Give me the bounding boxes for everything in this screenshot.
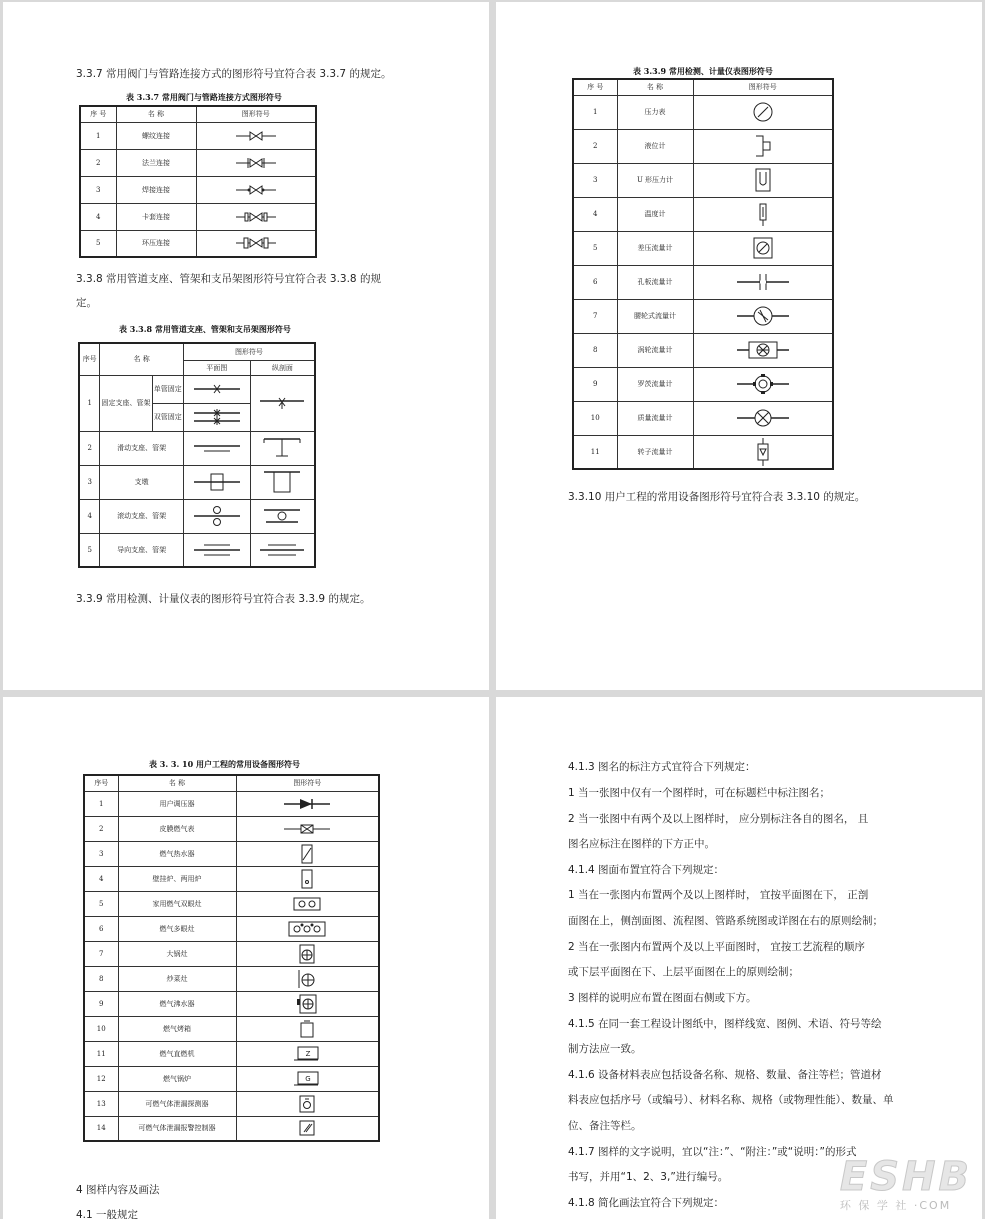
table-row bbox=[84, 1066, 379, 1091]
level-gauge-icon bbox=[748, 133, 778, 159]
valve-flange-icon bbox=[234, 157, 278, 169]
row-no: 6 bbox=[573, 265, 617, 299]
table-row bbox=[573, 333, 833, 367]
svg-text:G: G bbox=[305, 1074, 311, 1083]
row-no: 5 bbox=[79, 533, 100, 567]
table-row bbox=[84, 816, 379, 841]
row-name: 燃气沸水器 bbox=[118, 991, 236, 1016]
row-no: 4 bbox=[80, 203, 116, 230]
header-symbol: 图形符号 bbox=[196, 106, 316, 122]
table-row bbox=[84, 1116, 379, 1141]
pressure-gauge-icon bbox=[748, 100, 778, 124]
row-no: 10 bbox=[84, 1016, 118, 1041]
row-no: 1 bbox=[573, 95, 617, 129]
table-row bbox=[84, 991, 379, 1016]
wall-boiler-icon bbox=[297, 869, 317, 889]
row-no: 9 bbox=[573, 367, 617, 401]
row-no: 5 bbox=[573, 231, 617, 265]
table-row bbox=[79, 375, 315, 403]
valve-ferrule-icon bbox=[234, 211, 278, 223]
table-row bbox=[84, 916, 379, 941]
table-3-3-9 bbox=[572, 78, 834, 470]
text-line: 4.1.3 图名的标注方式宜符合下列规定： bbox=[568, 761, 756, 773]
table-3-3-10 bbox=[83, 774, 380, 1142]
table-row bbox=[573, 265, 833, 299]
header-no: 序号 bbox=[79, 343, 100, 375]
water-heater-icon bbox=[297, 844, 317, 864]
row-name: 法兰连接 bbox=[116, 149, 196, 176]
svg-text:Z: Z bbox=[305, 1049, 311, 1058]
site-watermark bbox=[839, 1154, 972, 1213]
row-no: 5 bbox=[84, 891, 118, 916]
header-symbol: 图形符号 bbox=[693, 79, 833, 95]
double-pipe-fixed-icon bbox=[192, 408, 242, 426]
guide-support-plan-icon bbox=[192, 542, 242, 558]
text-line: 4.1.4 图面布置宜符合下列规定： bbox=[568, 864, 725, 876]
header-name: 名 称 bbox=[100, 343, 184, 375]
text-line: 4.1.8 简化画法宜符合下列规定： bbox=[568, 1197, 725, 1209]
row-no: 3 bbox=[79, 465, 100, 499]
row-name: 用户调压器 bbox=[118, 791, 236, 816]
text-line: 面图在上，侧剖面图、流程图、管路系统图或详图在右的原则绘制； bbox=[568, 915, 883, 927]
row-name: 导向支座、管架 bbox=[100, 533, 184, 567]
text-line: 制方法应一致。 bbox=[568, 1043, 642, 1055]
text-line: 2 当一张图中有两个及以上图样时， 应分别标注各自的图名， 且 bbox=[568, 813, 869, 825]
clause-3-3-9: 3.3.9 常用检测、计量仪表的图形符号宜符合表 3.3.9 的规定。 bbox=[76, 593, 371, 605]
direct-fired-chiller-icon bbox=[292, 1045, 322, 1063]
row-no: 12 bbox=[84, 1066, 118, 1091]
row-name: 滚动支座、管架 bbox=[100, 499, 184, 533]
row-name: 环压连接 bbox=[116, 230, 196, 257]
valve-welded-icon bbox=[234, 184, 278, 196]
row-name: 涡轮流量计 bbox=[617, 333, 693, 367]
table-row bbox=[80, 122, 316, 149]
row-name: 燃气直燃机 bbox=[118, 1041, 236, 1066]
row-no: 7 bbox=[84, 941, 118, 966]
row-no: 3 bbox=[80, 176, 116, 203]
row-no: 1 bbox=[80, 122, 116, 149]
table-row bbox=[84, 791, 379, 816]
text-line: 4.1.7 图样的文字说明，宜以“注：”、“附注：”或“说明：”的形式 bbox=[568, 1146, 857, 1158]
gas-boiler-icon bbox=[292, 1070, 322, 1088]
fixed-support-section-icon bbox=[258, 393, 306, 413]
row-no: 4 bbox=[84, 866, 118, 891]
row-name: 支墩 bbox=[100, 465, 184, 499]
table-3-3-7 bbox=[79, 105, 317, 258]
table-row bbox=[573, 401, 833, 435]
text-line: 3 图样的说明应布置在图面右侧或下方。 bbox=[568, 992, 757, 1004]
row-name: 罗茨流量计 bbox=[617, 367, 693, 401]
rolling-support-plan-icon bbox=[192, 504, 242, 528]
row-no: 8 bbox=[84, 966, 118, 991]
table-row bbox=[573, 197, 833, 231]
row-no: 11 bbox=[84, 1041, 118, 1066]
rotameter-icon bbox=[748, 437, 778, 467]
row-no: 6 bbox=[84, 916, 118, 941]
table-row bbox=[573, 231, 833, 265]
clause-3-3-8-cont: 定。 bbox=[76, 297, 97, 309]
row-no: 3 bbox=[84, 841, 118, 866]
document-page-1 bbox=[3, 2, 489, 690]
u-manometer-icon bbox=[748, 167, 778, 193]
row-name: 焊接连接 bbox=[116, 176, 196, 203]
row-name: 液位计 bbox=[617, 129, 693, 163]
row-no: 1 bbox=[79, 375, 100, 431]
row-name: U 形压力计 bbox=[617, 163, 693, 197]
wok-stove-icon bbox=[296, 968, 318, 990]
row-no: 9 bbox=[84, 991, 118, 1016]
table-3-3-8-caption: 表 3.3.8 常用管道支座、管架和支吊架图形符号 bbox=[119, 324, 291, 334]
mass-flowmeter-icon bbox=[735, 406, 791, 430]
valve-ring-press-icon bbox=[234, 237, 278, 249]
gas-alarm-controller-icon bbox=[297, 1118, 317, 1138]
diaphragm-meter-icon bbox=[282, 822, 332, 836]
row-name: 滑动支座、管架 bbox=[100, 431, 184, 465]
text-line: 1 当一张图中仅有一个图样时，可在标题栏中标注图名； bbox=[568, 787, 831, 799]
table-row bbox=[84, 941, 379, 966]
header-name: 名 称 bbox=[118, 775, 236, 791]
row-name: 孔板流量计 bbox=[617, 265, 693, 299]
gas-oven-icon bbox=[297, 1019, 317, 1039]
row-subname: 双管固定 bbox=[152, 403, 183, 431]
row-name: 燃气热水器 bbox=[118, 841, 236, 866]
pier-plan-icon bbox=[192, 472, 242, 492]
orifice-flowmeter-icon bbox=[735, 271, 791, 293]
multi-burner-icon bbox=[287, 920, 327, 938]
row-name: 皮膜燃气表 bbox=[118, 816, 236, 841]
table-3-3-7-caption: 表 3.3.7 常用阀门与管路连接方式图形符号 bbox=[126, 92, 282, 102]
table-row bbox=[84, 841, 379, 866]
row-name: 转子流量计 bbox=[617, 435, 693, 469]
row-name: 压力表 bbox=[617, 95, 693, 129]
text-line: 料表应包括序号（或编号）、材料名称、规格（或物理性能）、数量、单 bbox=[568, 1094, 894, 1106]
text-line: 书写，并用“1、2、3,”进行编号。 bbox=[568, 1171, 729, 1183]
header-plan: 平面图 bbox=[183, 360, 250, 375]
row-no: 2 bbox=[573, 129, 617, 163]
rolling-support-section-icon bbox=[258, 507, 306, 525]
row-name: 炒菜灶 bbox=[118, 966, 236, 991]
text-line: 或下层平面图在下、上层平面图在上的原则绘制； bbox=[568, 966, 799, 978]
header-section: 纵剖面 bbox=[250, 360, 315, 375]
row-name: 燃气锅炉 bbox=[118, 1066, 236, 1091]
row-name: 可燃气体泄漏探测器 bbox=[118, 1091, 236, 1116]
row-no: 13 bbox=[84, 1091, 118, 1116]
row-no: 14 bbox=[84, 1116, 118, 1141]
header-symbol: 图形符号 bbox=[236, 775, 379, 791]
row-no: 4 bbox=[573, 197, 617, 231]
header-name: 名 称 bbox=[116, 106, 196, 122]
text-line: 图名应标注在图样的下方正中。 bbox=[568, 838, 715, 850]
rotary-flowmeter-icon bbox=[735, 372, 791, 396]
header-symbol: 图形符号 bbox=[183, 343, 315, 360]
watermark-logo: ESHB bbox=[839, 1154, 972, 1200]
table-row bbox=[84, 866, 379, 891]
row-no: 3 bbox=[573, 163, 617, 197]
row-no: 11 bbox=[573, 435, 617, 469]
table-3-3-9-caption: 表 3.3.9 常用检测、计量仪表图形符号 bbox=[633, 66, 773, 76]
text-line: 2 当在一张图内布置两个及以上平面图时， 宜按工艺流程的顺序 bbox=[568, 941, 865, 953]
table-row bbox=[79, 465, 315, 499]
row-no: 2 bbox=[80, 149, 116, 176]
row-name: 燃气烤箱 bbox=[118, 1016, 236, 1041]
pier-section-icon bbox=[258, 469, 306, 495]
row-name: 卡套连接 bbox=[116, 203, 196, 230]
table-row bbox=[80, 149, 316, 176]
row-no: 7 bbox=[573, 299, 617, 333]
table-row bbox=[80, 230, 316, 257]
table-3-3-10-caption: 表 3. 3. 10 用户工程的常用设备图形符号 bbox=[149, 759, 300, 769]
document-page-3 bbox=[3, 697, 489, 1219]
table-row bbox=[573, 299, 833, 333]
table-row bbox=[84, 1091, 379, 1116]
table-row bbox=[84, 1041, 379, 1066]
clause-3-3-7: 3.3.7 常用阀门与管路连接方式的图形符号宜符合表 3.3.7 的规定。 bbox=[76, 68, 392, 80]
thermometer-icon bbox=[748, 200, 778, 228]
boiling-water-heater-icon bbox=[295, 993, 319, 1015]
row-no: 4 bbox=[79, 499, 100, 533]
text-line: 4.1.5 在同一套工程设计图纸中，图样线宽、图例、术语、符号等绘 bbox=[568, 1018, 882, 1030]
row-name: 差压流量计 bbox=[617, 231, 693, 265]
row-no: 10 bbox=[573, 401, 617, 435]
row-no: 8 bbox=[573, 333, 617, 367]
header-name: 名 称 bbox=[617, 79, 693, 95]
text-line: 位、备注等栏。 bbox=[568, 1120, 642, 1132]
gas-detector-icon bbox=[297, 1094, 317, 1114]
valve-threaded-icon bbox=[234, 130, 278, 142]
row-no: 5 bbox=[80, 230, 116, 257]
row-name: 固定支座、管架 bbox=[100, 375, 152, 431]
row-name: 壁挂炉、两用炉 bbox=[118, 866, 236, 891]
guide-support-section-icon bbox=[258, 542, 306, 558]
row-no: 1 bbox=[84, 791, 118, 816]
row-name: 质量流量计 bbox=[617, 401, 693, 435]
differential-flowmeter-icon bbox=[748, 235, 778, 261]
roots-flowmeter-icon bbox=[735, 304, 791, 328]
table-row bbox=[573, 367, 833, 401]
table-row bbox=[84, 1016, 379, 1041]
table-row bbox=[573, 435, 833, 469]
row-subname: 单管固定 bbox=[152, 375, 183, 403]
row-name: 腰轮式流量计 bbox=[617, 299, 693, 333]
row-name: 家用燃气双眼灶 bbox=[118, 891, 236, 916]
table-row bbox=[573, 95, 833, 129]
double-burner-icon bbox=[292, 896, 322, 912]
row-name: 大锅灶 bbox=[118, 941, 236, 966]
table-row bbox=[84, 891, 379, 916]
sliding-support-section-icon bbox=[258, 436, 306, 460]
header-no: 序 号 bbox=[80, 106, 116, 122]
turbine-flowmeter-icon bbox=[735, 338, 791, 362]
table-row bbox=[84, 966, 379, 991]
document-page-4 bbox=[496, 697, 982, 1219]
regulator-icon bbox=[282, 797, 332, 811]
clause-3-3-8: 3.3.8 常用管道支座、管架和支吊架图形符号宜符合表 3.3.8 的规 bbox=[76, 273, 381, 285]
row-name: 燃气多眼灶 bbox=[118, 916, 236, 941]
row-no: 2 bbox=[84, 816, 118, 841]
text-line: 4.1.6 设备材料表应包括设备名称、规格、数量、备注等栏；管道材 bbox=[568, 1069, 882, 1081]
table-row bbox=[80, 203, 316, 230]
section-4-heading: 4 图样内容及画法 bbox=[76, 1184, 160, 1196]
table-row bbox=[573, 163, 833, 197]
row-no: 2 bbox=[79, 431, 100, 465]
text-line: 1 当在一张图内布置两个及以上图样时， 宜按平面图在下， 正剖 bbox=[568, 889, 869, 901]
header-no: 序号 bbox=[84, 775, 118, 791]
row-name: 温度计 bbox=[617, 197, 693, 231]
big-wok-stove-icon bbox=[297, 943, 317, 965]
table-row bbox=[79, 533, 315, 567]
section-4-1-heading: 4.1 一般规定 bbox=[76, 1209, 139, 1219]
sliding-support-plan-icon bbox=[192, 440, 242, 456]
table-row bbox=[80, 176, 316, 203]
table-row bbox=[79, 499, 315, 533]
row-name: 螺纹连接 bbox=[116, 122, 196, 149]
table-row bbox=[573, 129, 833, 163]
document-page-2 bbox=[496, 2, 982, 690]
watermark-text: 环 保 学 社 ·COM bbox=[839, 1199, 952, 1212]
header-no: 序 号 bbox=[573, 79, 617, 95]
clause-3-3-10: 3.3.10 用户工程的常用设备图形符号宜符合表 3.3.10 的规定。 bbox=[568, 491, 866, 503]
table-row bbox=[79, 431, 315, 465]
single-pipe-fixed-icon bbox=[192, 383, 242, 395]
table-3-3-8 bbox=[78, 342, 316, 568]
row-name: 可燃气体泄漏报警控制器 bbox=[118, 1116, 236, 1141]
